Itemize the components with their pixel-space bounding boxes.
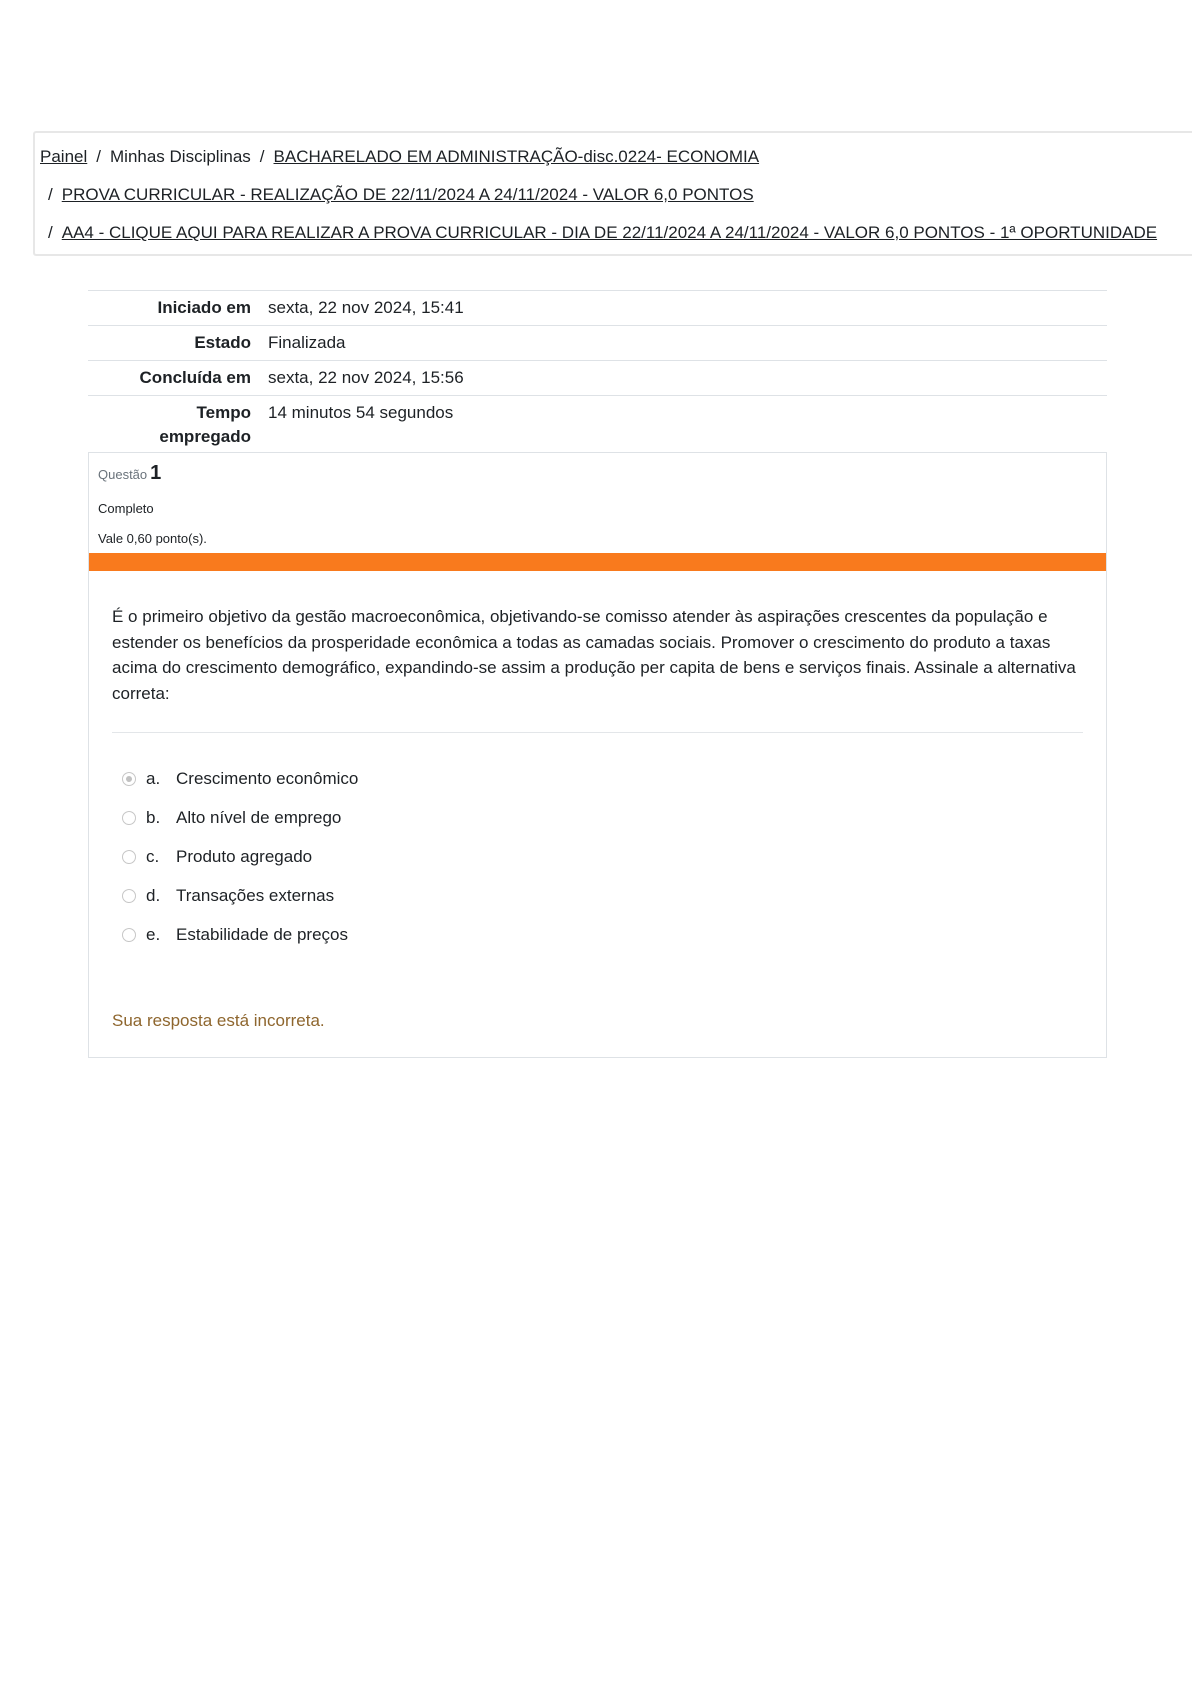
summary-label: Estado: [88, 326, 268, 361]
breadcrumb-separator: /: [259, 147, 265, 166]
summary-row-started: [88, 291, 1107, 326]
answer-option-c[interactable]: [122, 837, 358, 876]
question-label: Questão: [98, 467, 148, 482]
answer-list: [122, 759, 358, 954]
answer-text: Produto agregado: [176, 846, 313, 866]
answer-letter: e.: [146, 924, 161, 944]
answer-text: Alto nível de emprego: [176, 807, 342, 827]
breadcrumb-painel-link[interactable]: Painel: [40, 147, 88, 166]
breadcrumb-minhas-disciplinas: Minhas Disciplinas: [110, 147, 251, 166]
answer-option-b[interactable]: [122, 798, 358, 837]
question-info: [98, 461, 207, 546]
question-title: [98, 461, 161, 487]
divider: [112, 732, 1083, 733]
radio-button[interactable]: [122, 928, 136, 942]
attempt-summary-table: [88, 290, 1107, 454]
answer-option-e[interactable]: [122, 915, 358, 954]
radio-button[interactable]: [122, 850, 136, 864]
summary-value: sexta, 22 nov 2024, 15:56: [268, 361, 1107, 396]
question-state: Completo: [98, 501, 154, 516]
answer-letter: a.: [146, 768, 161, 788]
breadcrumb: [33, 131, 1192, 256]
question-text: É o primeiro objetivo da gestão macroeconômica, objetivando-se comisso atender às aspirações crescentes da população e estender os benefícios da prosperidade econômica a todas as camadas sociais. Promover o crescimento do produto a taxas acima do crescimento demográfico, expandindo-se assim a produção per capita de bens e serviços finais. Assinale a alternativa correta:: [112, 607, 1076, 703]
summary-label: Tempo empregado: [88, 396, 268, 455]
radio-button[interactable]: [122, 889, 136, 903]
summary-value: 14 minutos 54 segundos: [268, 396, 1107, 455]
breadcrumb-course-link[interactable]: BACHARELADO EM ADMINISTRAÇÃO-disc.0224- ECONOMIA: [273, 147, 760, 166]
question-status-bar: [89, 553, 1106, 571]
question-number: 1: [150, 462, 162, 484]
summary-value: sexta, 22 nov 2024, 15:41: [268, 291, 1107, 326]
radio-button[interactable]: [122, 811, 136, 825]
breadcrumb-line-2: [48, 184, 754, 206]
summary-row-completed: [88, 361, 1107, 396]
answer-option-d[interactable]: [122, 876, 358, 915]
answer-letter: c.: [146, 846, 160, 866]
question-grade: Vale 0,60 ponto(s).: [98, 531, 207, 546]
answer-option-a[interactable]: [122, 759, 358, 798]
summary-label: Concluída em: [88, 361, 268, 396]
summary-row-time-taken: [88, 396, 1107, 455]
answer-feedback: Sua resposta está incorreta.: [112, 1011, 325, 1030]
breadcrumb-separator: /: [96, 147, 101, 166]
summary-row-state: [88, 326, 1107, 361]
answer-text: Transações externas: [176, 885, 335, 905]
answer-text: Estabilidade de preços: [176, 924, 349, 944]
breadcrumb-section-link[interactable]: PROVA CURRICULAR - REALIZAÇÃO DE 22/11/2024 A 24/11/2024 - VALOR 6,0 PONTOS: [61, 185, 754, 204]
breadcrumb-line-1: [40, 146, 759, 168]
breadcrumb-line-3: [48, 222, 1157, 244]
question-card: [88, 452, 1107, 1058]
breadcrumb-separator: /: [48, 223, 53, 242]
answer-letter: d.: [146, 885, 161, 905]
breadcrumb-separator: /: [48, 185, 53, 204]
summary-label: Iniciado em: [88, 291, 268, 326]
breadcrumb-quiz-link[interactable]: AA4 - CLIQUE AQUI PARA REALIZAR A PROVA CURRICULAR - DIA DE 22/11/2024 A 24/11/2024 - VALOR 6,0 PONTOS - 1ª OPORTUNIDADE: [61, 223, 1158, 242]
radio-button-selected[interactable]: [122, 772, 136, 786]
summary-value: Finalizada: [268, 326, 1107, 361]
answer-text: Crescimento econômico: [176, 768, 359, 788]
answer-letter: b.: [146, 807, 161, 827]
